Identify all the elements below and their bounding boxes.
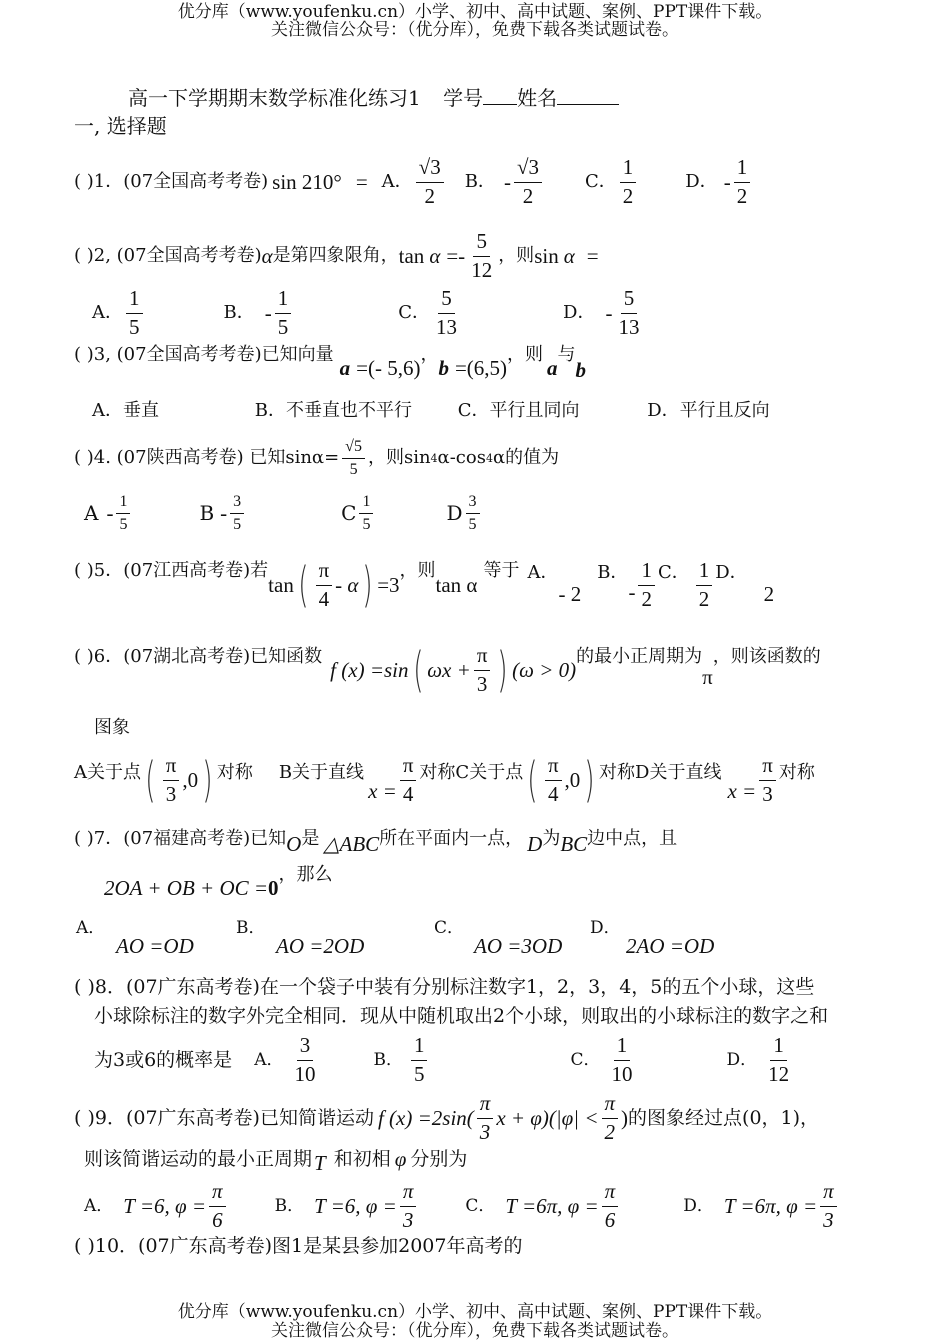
- q6-b-pi-over-4: $\frac{\pi}{4}$: [400, 754, 417, 806]
- q3-option-b: B．不垂直也不平行: [254, 400, 412, 421]
- title-text: 高一下学期期末数学标准化练习1: [128, 86, 421, 110]
- q5-option-d: 2: [763, 581, 775, 606]
- q8-option-a: $\frac{3}{10}$: [294, 1032, 316, 1086]
- q6-option-c-text: C关于点: [455, 762, 524, 783]
- q2-option-b-sign: -: [264, 300, 272, 325]
- q9-option-c-label: C．: [465, 1195, 496, 1216]
- q7-option-a: AO =OD: [116, 934, 194, 958]
- q5-eq3: =3: [377, 572, 400, 597]
- q1-eq: =: [355, 169, 368, 194]
- q6-paren-left: (: [412, 642, 424, 698]
- q8-option-d: $\frac{1}{12}$: [768, 1032, 790, 1086]
- q7-text2: 所在平面内一点，: [379, 828, 524, 849]
- q6-options: [74, 748, 815, 812]
- q9-option-d-label: D．: [683, 1195, 714, 1216]
- q6-omega-x: ωx +: [427, 657, 471, 682]
- q4-option-a-label: A: [84, 501, 99, 525]
- question-9: [74, 1092, 819, 1144]
- q4-option-c-label: C: [341, 501, 357, 525]
- question-7: [74, 830, 677, 858]
- q7-stem: ( )7．(07福建高考卷)已知: [74, 828, 287, 849]
- q6-text3: ，则该函数的: [712, 646, 821, 667]
- q3-a-value: =(- 5,6): [356, 356, 421, 380]
- q5-option-a: - 2: [558, 581, 582, 606]
- q9-option-d-frac: $\frac{\pi}{3}$: [820, 1180, 837, 1232]
- q6-text2: 的最小正周期为: [576, 646, 703, 667]
- q9-option-b-frac: $\frac{\pi}{3}$: [400, 1180, 417, 1232]
- q9-option-a-label: A．: [84, 1195, 114, 1216]
- q1-option-d-sign: -: [723, 169, 731, 194]
- q6-stem: ( )6．(07湖北高考卷)已知函数: [74, 646, 323, 667]
- q2-option-a-label: A．: [92, 302, 123, 323]
- q4-options: [84, 490, 483, 536]
- q1-option-b-sign: -: [503, 169, 511, 194]
- q2-eq2: =: [586, 243, 599, 268]
- q6-a-sym: 对称: [216, 762, 253, 783]
- header-line-1: 优分库（www.youfenku.cn）小学、初中、高中试题、案例、PPT课件下载。: [177, 2, 773, 22]
- q5-option-b: $\frac{1}{2}$: [638, 559, 655, 611]
- q3-vector-a-2: a: [547, 356, 558, 380]
- q7-options: [76, 920, 836, 964]
- q5-paren-right: ): [362, 557, 373, 613]
- q9-T: T: [314, 1150, 326, 1175]
- q3-with: 与: [557, 344, 576, 365]
- q4-option-a-sign: -: [106, 500, 114, 525]
- q9-stem: ( )9．(07广东高考卷)已知简谐运动: [74, 1106, 374, 1129]
- q7-text1: 是: [301, 828, 320, 849]
- footer-line-1: 优分库（www.youfenku.cn）小学、初中、高中试题、案例、PPT课件下载。: [177, 1302, 773, 1322]
- question-1: [74, 152, 753, 212]
- q2-text2: ，则: [498, 245, 535, 266]
- q1-option-c-label: C．: [584, 171, 617, 192]
- q7-option-a-label: A．: [76, 918, 106, 938]
- q9-line2-b: 和初相: [333, 1147, 391, 1170]
- q3-vector-b-2: b: [575, 358, 587, 382]
- q9-option-d-expr: T =6π, φ =: [723, 1193, 818, 1218]
- q5-option-c: $\frac{1}{2}$: [696, 559, 713, 611]
- q9-pi-over-2: $\frac{\pi}{2}$: [602, 1092, 619, 1144]
- q5-minus-alpha: - α: [335, 572, 359, 597]
- q5-tan: tan: [268, 572, 294, 597]
- q8-line3: [94, 1034, 795, 1086]
- q6-b-sym: 对称: [419, 762, 456, 783]
- q2-options: [92, 286, 645, 340]
- q8-option-d-label: D．: [726, 1049, 758, 1070]
- question-5: [74, 556, 774, 614]
- q7-D: D: [527, 832, 543, 856]
- q8-option-c-label: C．: [570, 1049, 601, 1070]
- name-label: 姓名: [517, 86, 558, 110]
- q9-pi-over-3: $\frac{\pi}{3}$: [477, 1092, 494, 1144]
- q6-a-paren-right: ): [202, 752, 213, 808]
- q9-option-a-expr: T =6, φ =: [123, 1193, 207, 1218]
- q6-b-xeq: x =: [368, 778, 397, 803]
- q9-options: [84, 1178, 840, 1234]
- q3-option-d: D．平行且反向: [647, 400, 770, 421]
- q6-c-point: ,0: [564, 767, 581, 792]
- q1-stem: ( )1．(07全国高考考卷): [74, 171, 269, 192]
- q6-line2: 图象: [94, 717, 130, 738]
- q6-d-sym: 对称: [778, 762, 815, 783]
- q9-option-b-expr: T =6, φ =: [314, 1193, 397, 1218]
- q2-alpha-2: α: [429, 243, 441, 268]
- q2-option-d-label: D．: [563, 302, 596, 323]
- q9-option-c-expr: T =6π, φ =: [505, 1193, 599, 1218]
- q3-then: ，则: [507, 344, 544, 365]
- q5-option-c-label: C．: [657, 562, 690, 583]
- q4-pow-2: 4: [485, 451, 493, 465]
- q3-stem: ( )3, (07全国高考考卷)已知向量: [74, 344, 334, 365]
- q4-text2: ，则sin: [367, 447, 431, 468]
- q9-x-phi: x + φ)(|φ| <: [496, 1105, 599, 1130]
- q6-a-paren-left: (: [145, 752, 156, 808]
- q2-alpha-3: α: [563, 243, 575, 268]
- q3-vector-a: a: [339, 356, 351, 380]
- q1-option-a: $\frac{√3}{2}$: [416, 156, 444, 208]
- q9-option-a-frac: $\frac{\pi}{6}$: [209, 1180, 226, 1232]
- q2-option-d-sign: -: [605, 300, 613, 325]
- q2-option-c: $\frac{5}{13}$: [436, 285, 458, 339]
- q5-then: ，则: [399, 560, 436, 581]
- student-no-label: 学号: [443, 86, 484, 110]
- q9-option-c-frac: $\frac{\pi}{6}$: [602, 1180, 619, 1232]
- q2-option-b: $\frac{1}{5}$: [275, 287, 292, 339]
- question-2: [74, 228, 599, 284]
- q3-comma: ，: [420, 344, 439, 365]
- student-no-blank[interactable]: [483, 104, 517, 105]
- q3-b-value: =(6,5): [454, 356, 508, 380]
- q7-option-d: 2AO =OD: [626, 934, 715, 958]
- q2-text1: 是第四象限角，: [272, 245, 399, 266]
- q7-text5: ，那么: [278, 864, 333, 885]
- q6-d-xeq: x =: [727, 778, 757, 803]
- question-10: ( )10．(07广东高考卷)图1是某县参加2007年高考的: [74, 1235, 523, 1257]
- q4-option-b-label: B: [199, 501, 215, 525]
- q7-O: O: [286, 832, 302, 856]
- q7-option-b-label: B．: [236, 918, 266, 938]
- footer-line-2: 关注微信公众号：（优分库），免费下载各类试题试卷。: [271, 1321, 679, 1341]
- q5-pi-over-4: $\frac{\pi}{4}$: [316, 559, 333, 611]
- q2-alpha: α: [261, 243, 273, 268]
- q8-option-a-label: A．: [254, 1049, 284, 1070]
- q6-a-point: ,0: [182, 767, 199, 792]
- q1-expr: sin 210°: [272, 169, 342, 194]
- q4-option-a: $\frac{1}{5}$: [116, 493, 130, 534]
- q6-fx: f (x) =sin: [330, 657, 409, 682]
- q1-option-a-label: A．: [381, 171, 413, 192]
- q9-fx: f (x) =2sin(: [377, 1105, 474, 1130]
- q4-option-c: $\frac{1}{5}$: [359, 493, 373, 534]
- q7-option-c-label: C．: [434, 918, 465, 938]
- q2-option-c-label: C．: [398, 302, 431, 323]
- q1-option-c: $\frac{1}{2}$: [620, 156, 637, 208]
- q7-triangle: △ABC: [323, 832, 380, 856]
- question-4: [74, 432, 559, 484]
- q9-line2-c: 分别为: [410, 1147, 468, 1170]
- q7-expr: 2OA + OB + OC =: [104, 876, 269, 900]
- q9-option-b-label: B．: [274, 1195, 305, 1216]
- q6-cond: (ω > 0): [512, 657, 577, 682]
- q7-text3: 为: [542, 828, 561, 849]
- q5-option-b-label: B．: [597, 562, 629, 583]
- q4-option-b: $\frac{3}{5}$: [230, 493, 244, 534]
- question-3: [74, 344, 586, 380]
- q1-option-d-label: D．: [685, 171, 718, 192]
- q6-paren-right: ): [497, 642, 508, 698]
- q4-text4: α的值为: [492, 447, 560, 468]
- q6-c-paren-right: ): [584, 752, 595, 808]
- q2-stem: ( )2, (07全国高考考卷): [74, 245, 262, 266]
- q2-option-d: $\frac{5}{13}$: [618, 285, 640, 339]
- q4-option-d: $\frac{3}{5}$: [466, 493, 480, 534]
- q7-BC: BC: [560, 832, 588, 856]
- q9-line2: [84, 1146, 468, 1175]
- q4-frac: $\frac{√5}{5}$: [342, 438, 365, 479]
- q7-option-d-label: D．: [590, 918, 621, 938]
- q9-close: ): [621, 1105, 629, 1130]
- q2-option-a: $\frac{1}{5}$: [126, 287, 143, 339]
- page-title: [128, 88, 619, 108]
- header-line-2: 关注微信公众号：（优分库），免费下载各类试题试卷。: [271, 20, 679, 40]
- name-blank[interactable]: [557, 104, 619, 105]
- q7-text4: 边中点，且: [587, 828, 678, 849]
- q4-text3: α-cos: [437, 447, 486, 468]
- q9-phi: φ: [394, 1146, 407, 1171]
- q9-text2: 的图象经过点(0，1)，: [628, 1106, 820, 1129]
- q6-period: π: [702, 664, 713, 689]
- q4-option-d-label: D: [446, 501, 463, 525]
- q2-tan: tan: [398, 243, 425, 268]
- q6-pi-over-3: $\frac{\pi}{3}$: [474, 644, 491, 696]
- q6-a-pi-over-3: $\frac{\pi}{3}$: [163, 754, 180, 806]
- q5-paren-left: (: [298, 557, 309, 613]
- q4-pow-1: 4: [430, 451, 438, 465]
- q5-option-b-sign: -: [628, 579, 636, 604]
- q8-line3-text: 为3或6的概率是: [94, 1048, 233, 1071]
- q4-stem: ( )4. (07陕西高考卷) 已知sinα=: [74, 447, 340, 468]
- q6-c-pi-over-4: $\frac{\pi}{4}$: [545, 754, 562, 806]
- question-6: [74, 638, 821, 702]
- q7-condition: [104, 866, 333, 900]
- q4-option-b-sign: -: [220, 500, 228, 525]
- section-heading: 一, 选择题: [74, 114, 167, 138]
- q6-d-pi-over-3: $\frac{\pi}{3}$: [759, 754, 776, 806]
- q8-option-b-label: B．: [373, 1049, 403, 1070]
- q1-option-b: $\frac{√3}{2}$: [514, 156, 542, 208]
- q5-option-d-label: D．: [715, 562, 748, 583]
- q3-option-a: A．垂直: [92, 400, 159, 421]
- q8-line1: ( )8．(07广东高考卷)在一个袋子中装有分别标注数字1，2，3，4，5的五个小球，这些: [74, 976, 815, 998]
- q1-option-d: $\frac{1}{2}$: [734, 156, 751, 208]
- q6-option-a-text: A关于点: [74, 762, 141, 783]
- q8-option-b: $\frac{1}{5}$: [411, 1034, 428, 1086]
- q2-eq: =-: [446, 243, 466, 268]
- q5-option-a-label: A．: [527, 562, 559, 583]
- q3-option-c: C．平行且同向: [457, 400, 580, 421]
- q6-c-paren-left: (: [527, 752, 538, 808]
- q2-option-b-label: B．: [223, 302, 255, 323]
- q6-option-b-text: B关于直线: [278, 762, 365, 783]
- q6-option-d-text: D关于直线: [635, 762, 722, 783]
- q5-tan-alpha: tan α: [435, 572, 478, 597]
- q9-line2-a: 则该简谐运动的最小正周期: [84, 1147, 313, 1170]
- q3-options: [92, 402, 770, 420]
- q1-option-b-label: B．: [464, 171, 496, 192]
- q7-zero-vector: 0: [268, 876, 279, 900]
- q7-option-b: AO =2OD: [276, 934, 365, 958]
- q2-frac: $\frac{5}{12}$: [471, 228, 493, 282]
- q5-equals: 等于: [483, 560, 520, 581]
- q8-line2: 小球除标注的数字外完全相同．现从中随机取出2个小球，则取出的小球标注的数字之和: [94, 1005, 829, 1027]
- q8-option-c: $\frac{1}{10}$: [611, 1032, 633, 1086]
- q3-vector-b: b: [438, 356, 449, 380]
- q2-sin: sin: [534, 243, 559, 268]
- q6-c-sym: 对称: [599, 762, 636, 783]
- q5-stem: ( )5．(07江西高考卷)若: [74, 560, 269, 581]
- q7-option-c: AO =3OD: [474, 934, 563, 958]
